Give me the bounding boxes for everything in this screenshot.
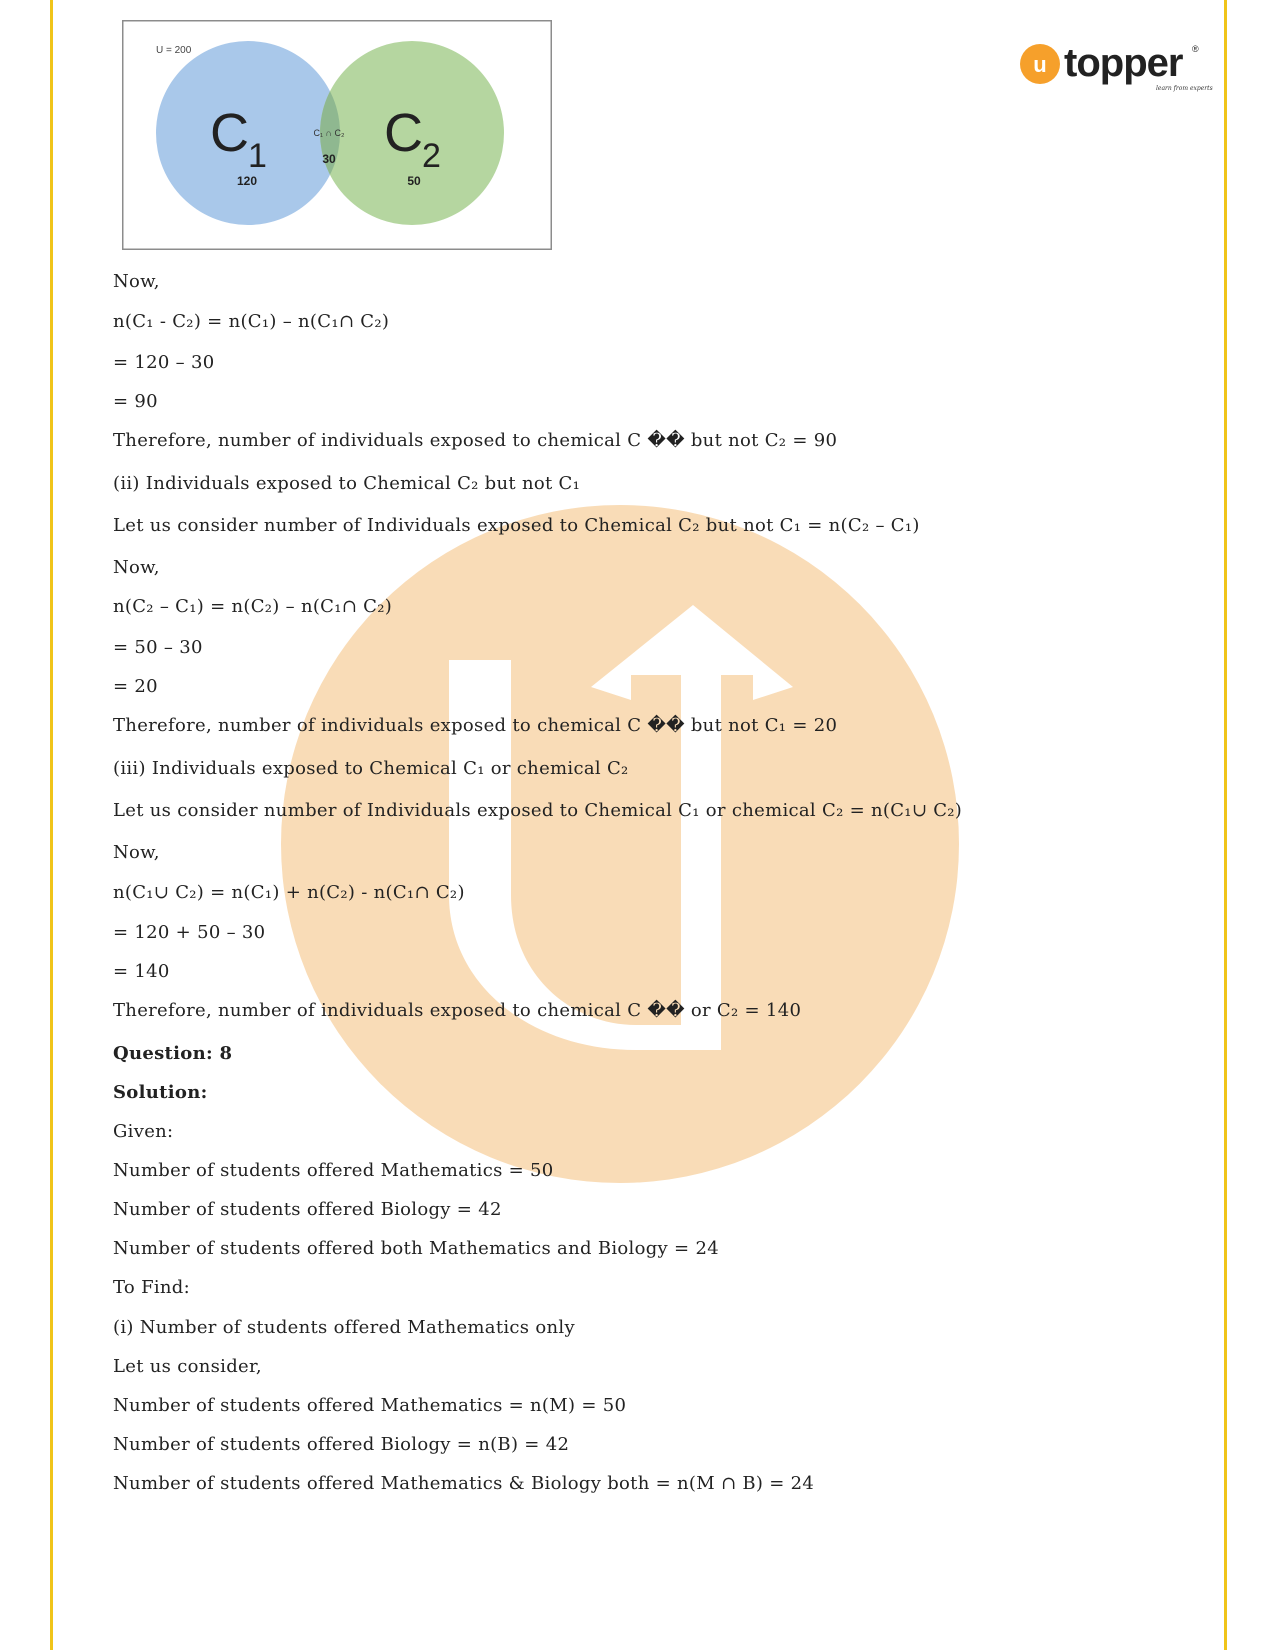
venn-intersection-value: 30 [322,152,336,166]
page-border-right [1224,0,1227,1650]
logo-tagline: learn from experts [1156,85,1213,92]
text-line: = 120 – 30 [113,352,215,373]
text-line: Let us consider number of Individuals exposed to Chemical C₁ or chemical C₂ = n(C₁∪ C₂) [113,800,963,821]
text-line: = 50 – 30 [113,637,203,658]
text-line: Now, [113,557,160,578]
venn-c1-subscript: 1 [248,137,267,175]
logo-brand-text: topper [1064,41,1183,85]
logo-registered-mark: ® [1192,44,1199,54]
solution-heading: Solution: [113,1082,208,1103]
text-line: Number of students offered Biology = 42 [113,1199,502,1220]
text-line: Number of students offered both Mathematics and Biology = 24 [113,1238,719,1259]
text-line: Therefore, number of individuals exposed to chemical C �� but not C₂ = 90 [113,430,838,451]
text-line: To Find: [113,1277,190,1298]
text-line: (i) Number of students offered Mathematics only [113,1317,575,1338]
text-line: Number of students offered Mathematics = 50 [113,1160,554,1181]
text-line: n(C₁∪ C₂) = n(C₁) + n(C₂) - n(C₁∩ C₂) [113,882,465,903]
venn-c2-label: C [384,103,423,163]
text-line: (ii) Individuals exposed to Chemical C₂ but not C₁ [113,473,581,494]
venn-c1-label: C [210,103,249,163]
text-line: Let us consider, [113,1356,262,1377]
venn-diagram [122,20,552,250]
text-line: Therefore, number of individuals exposed to chemical C �� or C₂ = 140 [113,1000,802,1021]
question-heading: Question: 8 [113,1043,233,1064]
text-line: = 20 [113,676,158,697]
brand-logo [1020,41,1213,98]
text-line: Now, [113,271,160,292]
text-line: n(C₁ - C₂) = n(C₁) – n(C₁∩ C₂) [113,311,390,332]
venn-c2-subscript: 2 [422,137,441,175]
text-line: Number of students offered Mathematics & Biology both = n(M ∩ B) = 24 [113,1473,815,1494]
text-line: = 140 [113,961,170,982]
venn-c2-value: 50 [407,174,421,188]
page-border-left [50,0,53,1650]
text-line: Given: [113,1121,174,1142]
text-line: Number of students offered Biology = n(B) = 42 [113,1434,570,1455]
logo-badge-letter: u [1033,52,1047,77]
text-line: Now, [113,842,160,863]
text-line: Therefore, number of individuals exposed to chemical C �� but not C₁ = 20 [113,715,838,736]
venn-c1-value: 120 [236,174,258,188]
text-line: = 120 + 50 – 30 [113,922,266,943]
text-line: Let us consider number of Individuals exposed to Chemical C₂ but not C₁ = n(C₂ – C₁) [113,515,920,536]
text-line: n(C₂ – C₁) = n(C₂) – n(C₁∩ C₂) [113,596,393,617]
venn-intersection-label: C₁ ∩ C₂ [313,128,345,138]
text-line: = 90 [113,391,158,412]
text-line: Number of students offered Mathematics = n(M) = 50 [113,1395,627,1416]
text-line: (iii) Individuals exposed to Chemical C₁ or chemical C₂ [113,758,629,779]
venn-universe-label: U = 200 [156,45,192,56]
